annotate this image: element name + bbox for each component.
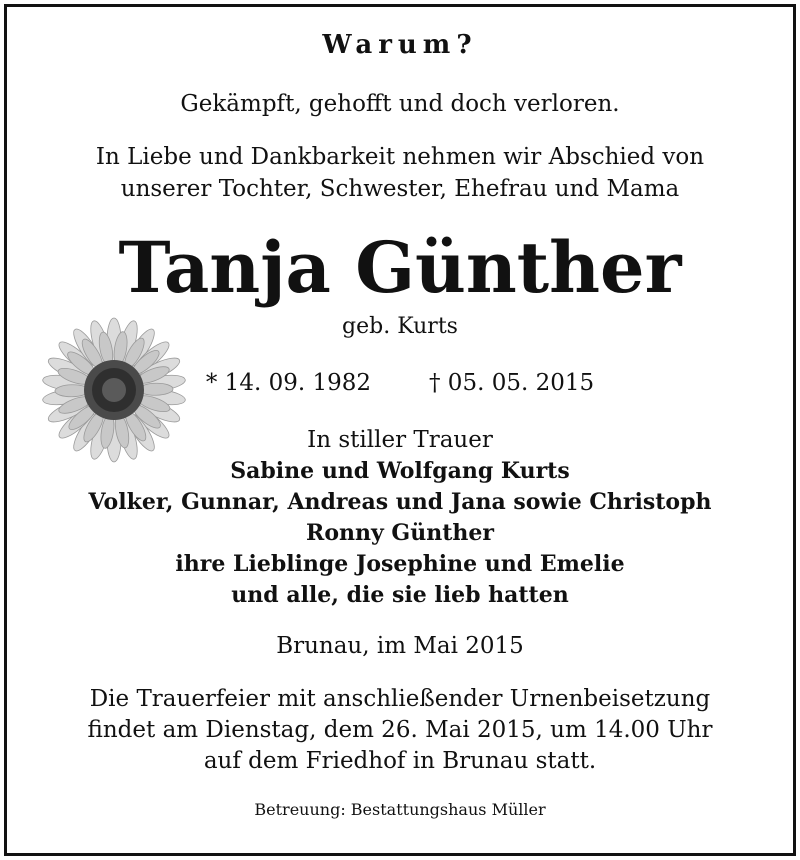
ceremony-line: Die Trauerfeier mit anschließender Urnenbeisetzung <box>89 686 711 712</box>
ceremony-line: findet am Dienstag, dem 26. Mai 2015, um 14.00 Uhr <box>87 717 713 743</box>
farewell-text <box>4 141 796 205</box>
birth-date: * 14. 09. 1982 <box>205 370 371 396</box>
place-date: Brunau, im Mai 2015 <box>276 633 524 659</box>
mourner-line: ihre Lieblinge Josephine und Emelie <box>175 551 625 577</box>
birth-name: geb. Kurts <box>342 314 458 339</box>
mourner-line: Ronny Günther <box>306 520 494 546</box>
death-date: † 05. 05. 2015 <box>429 370 595 396</box>
mourner-line: Sabine und Wolfgang Kurts <box>230 458 570 484</box>
farewell-line: unserer Tochter, Schwester, Ehefrau und Mama <box>120 176 680 202</box>
ceremony-text <box>4 684 796 777</box>
mourning-intro: In stiller Trauer <box>307 427 493 453</box>
notice-heading: Warum? <box>322 30 478 60</box>
ceremony-line: auf dem Friedhof in Brunau statt. <box>203 748 597 774</box>
mourner-line: Volker, Gunnar, Andreas und Jana sowie Christoph <box>88 489 712 515</box>
farewell-line: In Liebe und Dankbarkeit nehmen wir Abschied von <box>95 144 705 170</box>
intro-line: Gekämpft, gehofft und doch verloren. <box>180 91 620 117</box>
mourners-block <box>4 425 796 611</box>
deceased-name: Tanja Günther <box>118 226 682 309</box>
mourner-line: und alle, die sie lieb hatten <box>231 582 569 608</box>
life-dates <box>4 370 796 396</box>
undertaker-credit: Betreuung: Bestattungshaus Müller <box>254 800 546 819</box>
